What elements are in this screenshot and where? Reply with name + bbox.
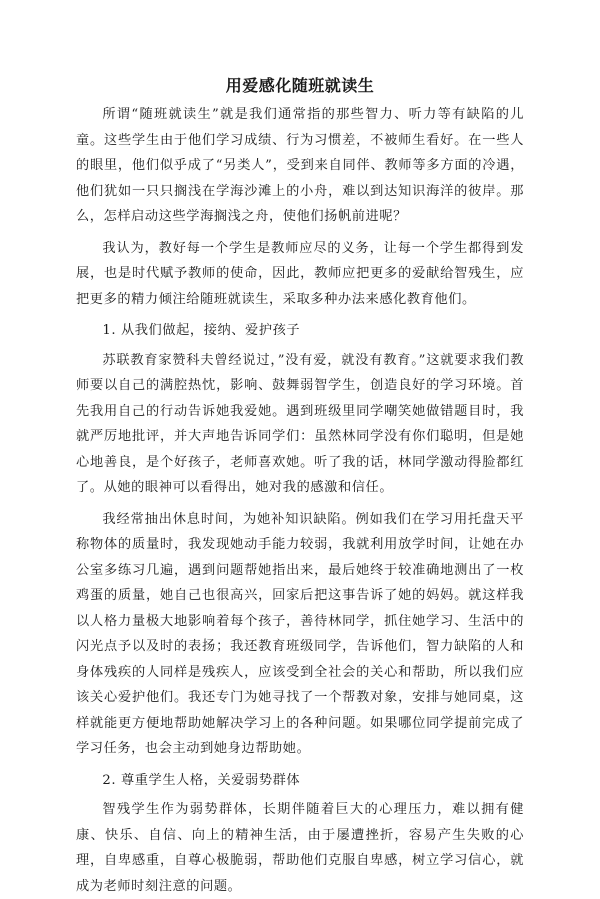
paragraph-intro: 所谓“随班就读生”就是我们通常指的那些智力、听力等有缺陷的儿童。这些学生由于他们学习成绩、行为习惯差，不被师生看好。在一些人的眼里，他们似乎成了“另类人”，受到来自同伴、教师等多方面的冷遇，他们犹如一只只搁浅在学海沙滩上的小舟，难以到达知识海洋的彼岸。那么，怎样启动这些学海搁浅之舟，使他们扬帆前进呢？ [76,107,524,224]
section-heading-1: 1. 从我们做起，接纳、爱护孩子 [102,323,301,338]
paragraph-view: 我认为，教好每一个学生是教师应尽的义务，让每一个学生都得到发展，也是时代赋予教师的使命，因此，教师应把更多的爱献给智残生，应把更多的精力倾注给随班就读生，采取多种办法来感化教育他们。 [76,240,524,307]
document-title: 用爱感化随班就读生 [225,76,375,95]
paragraph-section2: 智残学生作为弱势群体，长期伴随着巨大的心理压力，难以拥有健康、快乐、自信、向上的精神生活，由于屡遭挫折，容易产生失败的心理，自卑感重，自尊心极脆弱，帮助他们克服自卑感，树立学习信心，就成为老师时刻注意的问题。 [76,802,524,894]
paragraph-section1-b: 我经常抽出休息时间，为她补知识缺陷。例如我们在学习用托盘天平称物体的质量时，我发现她动手能力较弱，我就利用放学时间，让她在办公室多练习几遍，遇到问题帮她指出来，最后她终于较准确地测出了一枚鸡蛋的质量，她自己也很高兴，回家后把这事告诉了她的妈妈。就这样我以人格力量极大地影响着每个孩子，善待林同学，抓住她学习、生活中的闪光点予以及时的表扬；我还教育班级同学，告诉他们，智力缺陷的人和身体残疾的人同样是残疾人，应该受到全社会的关心和帮助，所以我们应该关心爱护他们。我还专门为她寻找了一个帮教对象，安排与她同桌，这样就能更方便地帮助她解决学习上的各种问题。如果哪位同学提前完成了学习任务，也会主动到她身边帮助她。 [76,511,524,756]
paragraph-section1-a: 苏联教育家赞科夫曾经说过，”没有爱，就没有教育。”这就要求我们教师要以自己的满腔热忱，影响、鼓舞弱智学生，创造良好的学习环境。首先我用自己的行动告诉她我爱她。遇到班级里同学嘲笑她做错题目时，我就严厉地批评，并大声地告诉同学们：虽然林同学没有你们聪明，但是她心地善良，是个好孩子，老师喜欢她。听了我的话，林同学激动得脸都红了。从她的眼神可以看得出，她对我的感激和信任。 [76,352,524,495]
section-heading-2: 2. 尊重学生人格，关爱弱势群体 [102,772,301,788]
